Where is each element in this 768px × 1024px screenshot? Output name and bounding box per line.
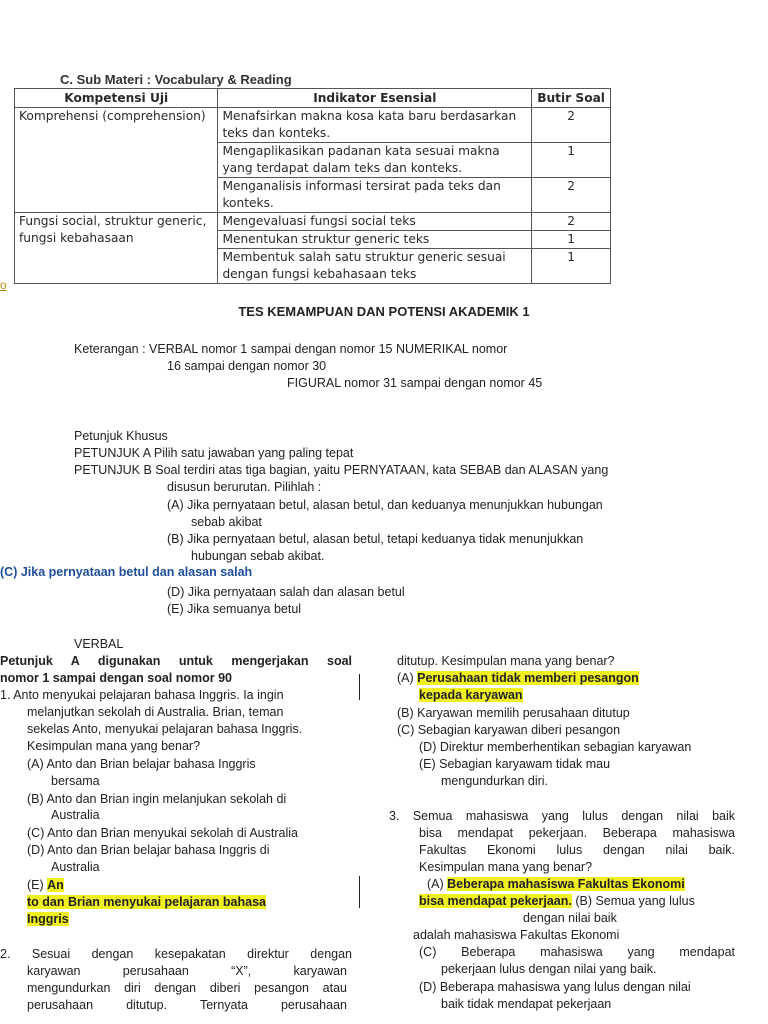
question-2-option-a bbox=[397, 670, 639, 687]
option-a-label: (A) bbox=[397, 671, 418, 685]
stray-link[interactable]: o bbox=[0, 278, 7, 292]
table-cell-butir: 1 bbox=[532, 143, 611, 178]
table-cell-kompetensi: Fungsi social, struktur generic, fungsi kebahasaan bbox=[15, 213, 218, 284]
verbal-petunjuk-cont: nomor 1 sampai dengan soal nomor 90 bbox=[0, 671, 233, 685]
keterangan-line3: FIGURAL nomor 31 sampai dengan nomor 45 bbox=[287, 376, 543, 390]
table-cell-indikator: Menganalisis informasi tersirat pada teks dan konteks. bbox=[218, 178, 532, 213]
petunjuk-option-c: (C) Jika pernyataan betul dan alasan salah bbox=[0, 565, 253, 579]
question-1-option-d: (D) Anto dan Brian belajar bahasa Inggris di bbox=[27, 843, 270, 857]
question-2-option-a-cont bbox=[419, 687, 523, 704]
question-1-option-e-cont bbox=[27, 894, 266, 911]
question-2-stem: 2. Sesuai dengan kesepakatan direktur dengan bbox=[0, 947, 352, 961]
highlighted-answer: to dan Brian menyukai pelajaran bahasa bbox=[27, 895, 266, 909]
table-cell-butir: 2 bbox=[532, 213, 611, 231]
option-a-label: (A) bbox=[427, 877, 448, 891]
section-heading: C. Sub Materi : Vocabulary & Reading bbox=[60, 72, 292, 87]
table-cell-indikator: Mengevaluasi fungsi social teks bbox=[218, 213, 532, 231]
table-cell-indikator: Menentukan struktur generic teks bbox=[218, 231, 532, 249]
petunjuk-option-a: (A) Jika pernyataan betul, alasan betul, dan keduanya menunjukkan hubungan bbox=[167, 498, 603, 512]
question-2-stem-cont: ditutup. Kesimpulan mana yang benar? bbox=[397, 654, 615, 668]
question-2-stem: karyawan perusahaan “X”, karyawan bbox=[27, 964, 347, 978]
question-2-option-c: (C) Sebagian karyawan diberi pesangon bbox=[397, 723, 621, 737]
keterangan-line2: 16 sampai dengan nomor 30 bbox=[167, 359, 327, 373]
question-3-option-c-cont: pekerjaan lulus dengan nilai yang baik. bbox=[441, 962, 657, 976]
highlighted-answer: Inggris bbox=[27, 912, 69, 926]
petunjuk-b-cont: disusun berurutan. Pilihlah : bbox=[167, 480, 322, 494]
highlighted-answer: bisa mendapat pekerjaan. bbox=[419, 894, 572, 908]
column-divider bbox=[359, 674, 360, 700]
question-3-option-a-cont bbox=[419, 893, 695, 910]
question-2-option-e-cont: mengundurkan diri. bbox=[441, 774, 549, 788]
table-cell-indikator: Membentuk salah satu struktur generic sesuai dengan fungsi kebahasaan teks bbox=[218, 249, 532, 284]
highlighted-answer: kepada karyawan bbox=[419, 688, 523, 702]
table-row bbox=[15, 108, 611, 143]
page-title: TES KEMAMPUAN DAN POTENSI AKADEMIK 1 bbox=[238, 304, 530, 319]
table-cell-kompetensi: Komprehensi (comprehension) bbox=[15, 108, 218, 213]
question-3-stem: Kesimpulan mana yang benar? bbox=[419, 860, 593, 874]
question-3-option-d-cont: baik tidak mendapat pekerjaan bbox=[441, 997, 612, 1011]
option-e-label: (E) bbox=[27, 878, 48, 892]
question-3-stem: bisa mendapat pekerjaan. Beberapa mahasiswa bbox=[419, 826, 735, 840]
question-3-option-b-cont: adalah mahasiswa Fakultas Ekonomi bbox=[413, 928, 620, 942]
question-3-option-a bbox=[427, 876, 685, 893]
question-1-stem: Kesimpulan mana yang benar? bbox=[27, 739, 201, 753]
table-header: Kompetensi Uji bbox=[15, 89, 218, 108]
petunjuk-option-d: (D) Jika pernyataan salah dan alasan betul bbox=[167, 585, 405, 599]
question-1-stem: sekelas Anto, menyukai pelajaran bahasa Inggris. bbox=[27, 722, 303, 736]
question-1-option-e-cont bbox=[27, 911, 69, 928]
question-3-stem: Fakultas Ekonomi lulus dengan nilai baik. bbox=[419, 843, 735, 857]
question-1-option-b-cont: Australia bbox=[51, 808, 100, 822]
question-2-option-e: (E) Sebagian karyawam tidak mau bbox=[419, 757, 611, 771]
question-2-option-b: (B) Karyawan memilih perusahaan ditutup bbox=[397, 706, 630, 720]
question-3-option-c: (C) Beberapa mahasiswa yang mendapat bbox=[419, 945, 735, 959]
table-cell-indikator: Mengaplikasikan padanan kata sesuai makna yang terdapat dalam teks dan konteks. bbox=[218, 143, 532, 178]
table-cell-butir: 2 bbox=[532, 108, 611, 143]
petunjuk-b: PETUNJUK B Soal terdiri atas tiga bagian, yaitu PERNYATAAN, kata SEBAB dan ALASAN yang bbox=[74, 463, 609, 477]
table-cell-butir: 1 bbox=[532, 231, 611, 249]
table-cell-indikator: Menafsirkan makna kosa kata baru berdasarkan teks dan konteks. bbox=[218, 108, 532, 143]
question-1-option-e bbox=[0, 877, 379, 894]
question-3-option-b: (B) Semua yang lulus bbox=[571, 894, 695, 908]
petunjuk-option-a-cont: sebab akibat bbox=[191, 515, 262, 529]
table-header: Indikator Esensial bbox=[218, 89, 532, 108]
question-1-option-a-cont: bersama bbox=[51, 774, 100, 788]
question-3-option-b-cont: dengan nilai baik bbox=[523, 911, 617, 925]
question-2-stem: perusahaan ditutup. Ternyata perusahaan bbox=[27, 998, 347, 1012]
table-header: Butir Soal bbox=[532, 89, 611, 108]
petunjuk-option-b: (B) Jika pernyataan betul, alasan betul, tetapi keduanya tidak menunjukkan bbox=[167, 532, 584, 546]
question-1-option-a: (A) Anto dan Brian belajar bahasa Inggris bbox=[27, 757, 256, 771]
verbal-heading: VERBAL bbox=[74, 637, 124, 651]
question-1-option-c: (C) Anto dan Brian menyukai sekolah di Australia bbox=[27, 826, 298, 840]
highlighted-answer: Beberapa mahasiswa Fakultas Ekonomi bbox=[447, 877, 685, 891]
highlighted-answer: Perusahaan tidak memberi pesangon bbox=[417, 671, 639, 685]
table-cell-butir: 1 bbox=[532, 249, 611, 284]
highlighted-answer: An bbox=[47, 878, 64, 892]
question-1-option-b: (B) Anto dan Brian ingin melanjukan sekolah di bbox=[27, 792, 287, 806]
petunjuk-option-b-cont: hubungan sebab akibat. bbox=[191, 549, 325, 563]
materi-table bbox=[14, 88, 611, 284]
question-1-option-d-cont: Australia bbox=[51, 860, 100, 874]
question-1-stem: 1. Anto menyukai pelajaran bahasa Inggris. Ia ingin bbox=[0, 688, 284, 702]
keterangan-line1: Keterangan : VERBAL nomor 1 sampai dengan nomor 15 NUMERIKAL nomor bbox=[74, 342, 508, 356]
petunjuk-a: PETUNJUK A Pilih satu jawaban yang paling tepat bbox=[74, 446, 354, 460]
verbal-petunjuk: Petunjuk A digunakan untuk mengerjakan soal bbox=[0, 654, 352, 668]
petunjuk-khusus: Petunjuk Khusus bbox=[74, 429, 168, 443]
table-header-row bbox=[15, 89, 611, 108]
question-2-option-d: (D) Direktur memberhentikan sebagian karyawan bbox=[419, 740, 692, 754]
question-3-stem: 3. Semua mahasiswa yang lulus dengan nilai baik bbox=[389, 809, 735, 823]
table-cell-butir: 2 bbox=[532, 178, 611, 213]
question-1-stem: melanjutkan sekolah di Australia. Brian, teman bbox=[27, 705, 284, 719]
petunjuk-option-e: (E) Jika semuanya betul bbox=[167, 602, 302, 616]
table-row bbox=[15, 213, 611, 231]
question-3-option-d: (D) Beberapa mahasiswa yang lulus dengan nilai bbox=[419, 980, 691, 994]
question-2-stem: mengundurkan diri dengan diberi pesangon atau bbox=[27, 981, 347, 995]
